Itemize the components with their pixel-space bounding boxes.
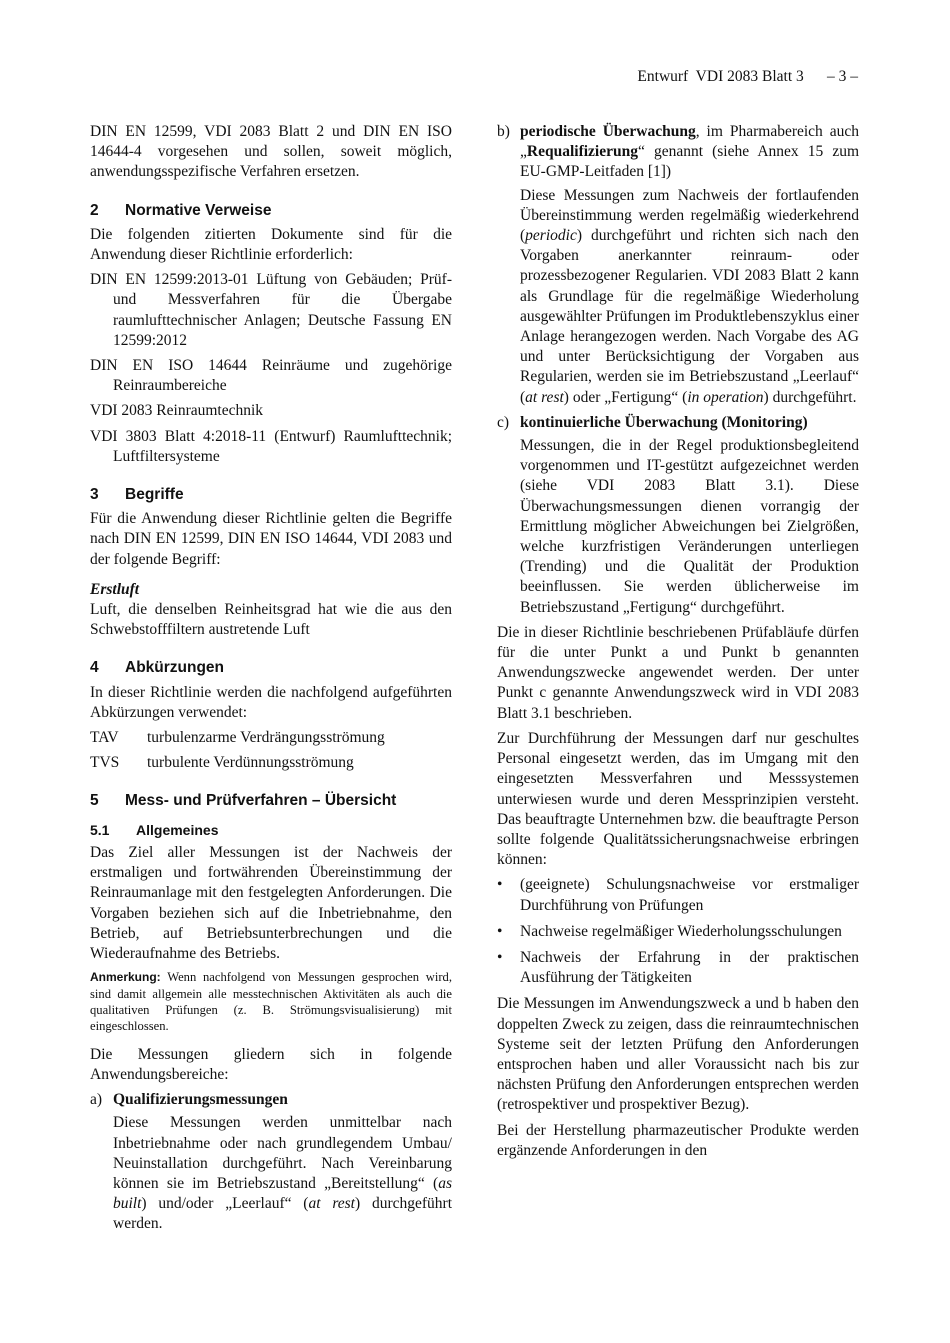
section-number: 5 xyxy=(90,792,99,810)
bullet-item xyxy=(497,948,859,988)
section-2-heading xyxy=(90,201,452,221)
list-item-b-text: Diese Messungen zum Nachweis der fortlaufenden Übereinstimmung werden regelmäßig wiederkehrend (periodic) durchgeführt und richten sich nach den Vorgaben anerkannter reinraum- oder prozessbezogener Regularien. VDI 2083 Blatt 2 kann als Grundlage für die regelmäßige Wiederholung ausgewählter Prüfungen im Produktlebenszyklus einer Anlage herangezogen werden. Nach Vorgabe des AG und unter Berücksichtigung der Vorgaben aus Regularien, werden sie im Betriebszustand „Leerlauf“ (at rest) oder „Fertigung“ (in operation) durchgeführt. xyxy=(520,186,859,406)
section-5-heading xyxy=(90,791,452,811)
subsection-title: Allgemeines xyxy=(136,821,219,838)
paragraph: Die Messungen im Anwendungszweck a und b haben den doppelten Zweck zu zeigen, dass die reinraumtechnischen Systeme seit der letzten Prüfung den Anforderungen entsprochen haben und aller Voraussicht nach bis zur nächsten Prüfung den Anforderungen entsprechen werden (retrospektiver und prospektiver Bezug). xyxy=(497,995,859,1114)
section-2-text: Die folgenden zitierten Dokumente sind für die Anwendung dieser Richtlinie erforderlich: xyxy=(90,225,452,264)
abbreviation-row xyxy=(90,753,452,773)
term-definition: Luft, die denselben Reinheitsgrad hat wie die aus den Schwebstofffiltern austretende Luft xyxy=(90,601,452,639)
bullet-text: Nachweis der Erfahrung in der praktischen Ausführung der Tätigkeiten xyxy=(520,948,859,987)
page-header: Entwurf VDI 2083 Blatt 3 – 3 – xyxy=(637,68,858,85)
bullet-text: Nachweise regelmäßiger Wiederholungsschulungen xyxy=(520,922,842,940)
section-number: 2 xyxy=(90,201,99,219)
bullet-marker: • xyxy=(497,876,503,894)
section-4-heading xyxy=(90,658,452,678)
bullet-item xyxy=(497,875,859,915)
abbreviation-row xyxy=(90,728,452,748)
section-title: Mess- und Prüfverfahren – Übersicht xyxy=(125,792,397,810)
list-item-c xyxy=(497,413,859,433)
abbreviation-key: TAV xyxy=(90,729,119,747)
section-title: Abkürzungen xyxy=(125,659,225,677)
list-marker: c) xyxy=(497,413,510,431)
paragraph: Die in dieser Richtlinie beschriebenen Prüfabläufe dürfen für die unter Punkt a und Punkt b genannten Anwendungszwecke angewendet werden. Der unter Punkt c genannte Anwendungszweck wird in VDI 2083 Blatt 3.1 beschrieben. xyxy=(497,623,859,722)
abbreviation-value: turbulente Verdünnungsströmung xyxy=(147,754,354,772)
bullet-text: (geeignete) Schulungsnachweise vor erstmaliger Durchführung von Prüfungen xyxy=(520,876,859,914)
left-column xyxy=(90,122,452,1240)
subsection-number: 5.1 xyxy=(90,821,110,838)
paragraph: Bei der Herstellung pharmazeutischer Produkte werden ergänzende Anforderungen in den xyxy=(497,1121,859,1159)
list-marker: a) xyxy=(90,1091,103,1109)
list-item-title: Qualifizierungsmessungen xyxy=(113,1091,288,1109)
list-item-title: periodische Überwachung, im Pharmabereich auch „Requalifizierung“ genannt (siehe Annex 15 zum EU-GMP-Leitfaden [1]) xyxy=(520,123,859,181)
areas-intro: Die Messungen gliedern sich in folgende Anwendungsbereiche: xyxy=(90,1045,452,1083)
section-4-text: In dieser Richtlinie werden die nachfolgend aufgeführten Abkürzungen verwendet: xyxy=(90,683,452,721)
reference-item: DIN EN 12599:2013-01 Lüftung von Gebäuden; Prüf- und Messverfahren für die Übergabe raumlufttechnischer Anlagen; Deutsche Fassung EN 12599:2012 xyxy=(90,271,452,349)
section-3-heading xyxy=(90,485,452,505)
list-marker: b) xyxy=(497,123,510,140)
list-item-a xyxy=(90,1090,452,1110)
section-3-text: Für die Anwendung dieser Richtlinie gelten die Begriffe nach DIN EN 12599, DIN EN ISO 14644, VDI 2083 und der folgende Begriff: xyxy=(90,510,452,568)
bullet-marker: • xyxy=(497,922,503,940)
bullet-item xyxy=(497,922,859,942)
bullet-marker: • xyxy=(497,948,503,966)
paragraph: Zur Durchführung der Messungen darf nur geschultes Personal eingesetzt werden, das im Umgang mit den eingesetzten Messverfahren und Messsystemen unterwiesen wurde und deren Messprinzipien versteht. Das beauftragte Unternehmen bzw. die beauftragte Person sollte folgende Qualitätssicherungsnachweise erbringen können: xyxy=(497,729,859,869)
section-number: 4 xyxy=(90,659,99,677)
term-heading: Erstluft xyxy=(90,580,140,598)
note-text: Wenn nachfolgend von Messungen gesprochen wird, sind damit allgemein alle messtechnischen Aktivitäten als auch die qualitativen Prüfungen (z. B. Strömungsvisualisierung) mit eingeschlossen. xyxy=(90,970,453,1034)
list-item-c-text: Messungen, die in der Regel produktionsbegleitend vorgenommen und IT-gestützt aufgezeichnet werden (siehe VDI 2083 Blatt 3.1). Diese Überwachungsmessungen dienen vorrangig der Ermittlung möglicher Abweichungen bei Zielgrößen, welche kurzfristigen Veränderungen unterliegen (Trending) und die Qualität der Produktion beeinflussen. Sie werden üblicherweise im Betriebszustand „Fertigung“ durchgeführt. xyxy=(520,437,859,616)
section-5-1-heading xyxy=(90,820,452,840)
list-item-b xyxy=(497,122,859,183)
section-number: 3 xyxy=(90,486,99,504)
reference-item: VDI 3803 Blatt 4:2018-11 (Entwurf) Raumlufttechnik; Luftfiltersysteme xyxy=(90,427,452,465)
section-title: Begriffe xyxy=(125,486,184,504)
abbreviation-value: turbulenzarme Verdrängungsströmung xyxy=(147,729,385,747)
abbreviation-key: TVS xyxy=(90,754,120,772)
intro-paragraph: DIN EN 12599, VDI 2083 Blatt 2 und DIN EN ISO 14644-4 vorgesehen und sollen, soweit möglich, anwendungsspezifische Verfahren ersetzen. xyxy=(90,123,452,181)
note-label: Anmerkung: xyxy=(90,970,161,985)
reference-item: VDI 2083 Reinraumtechnik xyxy=(90,402,264,420)
right-column xyxy=(497,122,859,1166)
list-item-a-text: Diese Messungen werden unmittelbar nach Inbetriebnahme oder nach grundlegendem Umbau/ Neuinstallation durchgeführt. Nach Vereinbarung können sie im Betriebszustand „Bereitstellung“ (as built) und/oder „Leerlauf“ (at rest) durchgeführt werden. xyxy=(113,1114,453,1233)
section-title: Normative Verweise xyxy=(125,201,272,219)
reference-item: DIN EN ISO 14644 Reinräume und zugehörige Reinraumbereiche xyxy=(90,357,452,395)
note xyxy=(90,969,452,1035)
list-item-title: kontinuierliche Überwachung (Monitoring) xyxy=(520,413,808,431)
section-5-1-text: Das Ziel aller Messungen ist der Nachweis der erstmaligen und fortwährenden Übereinstimmung der Reinraumanlage mit den festgelegten Anforderungen. Die Vorgaben beziehen sich auf die Inbetriebnahme, den Betrieb, auf Betriebsunterbrechungen und die Wiederaufnahme des Betriebs. xyxy=(90,843,452,962)
